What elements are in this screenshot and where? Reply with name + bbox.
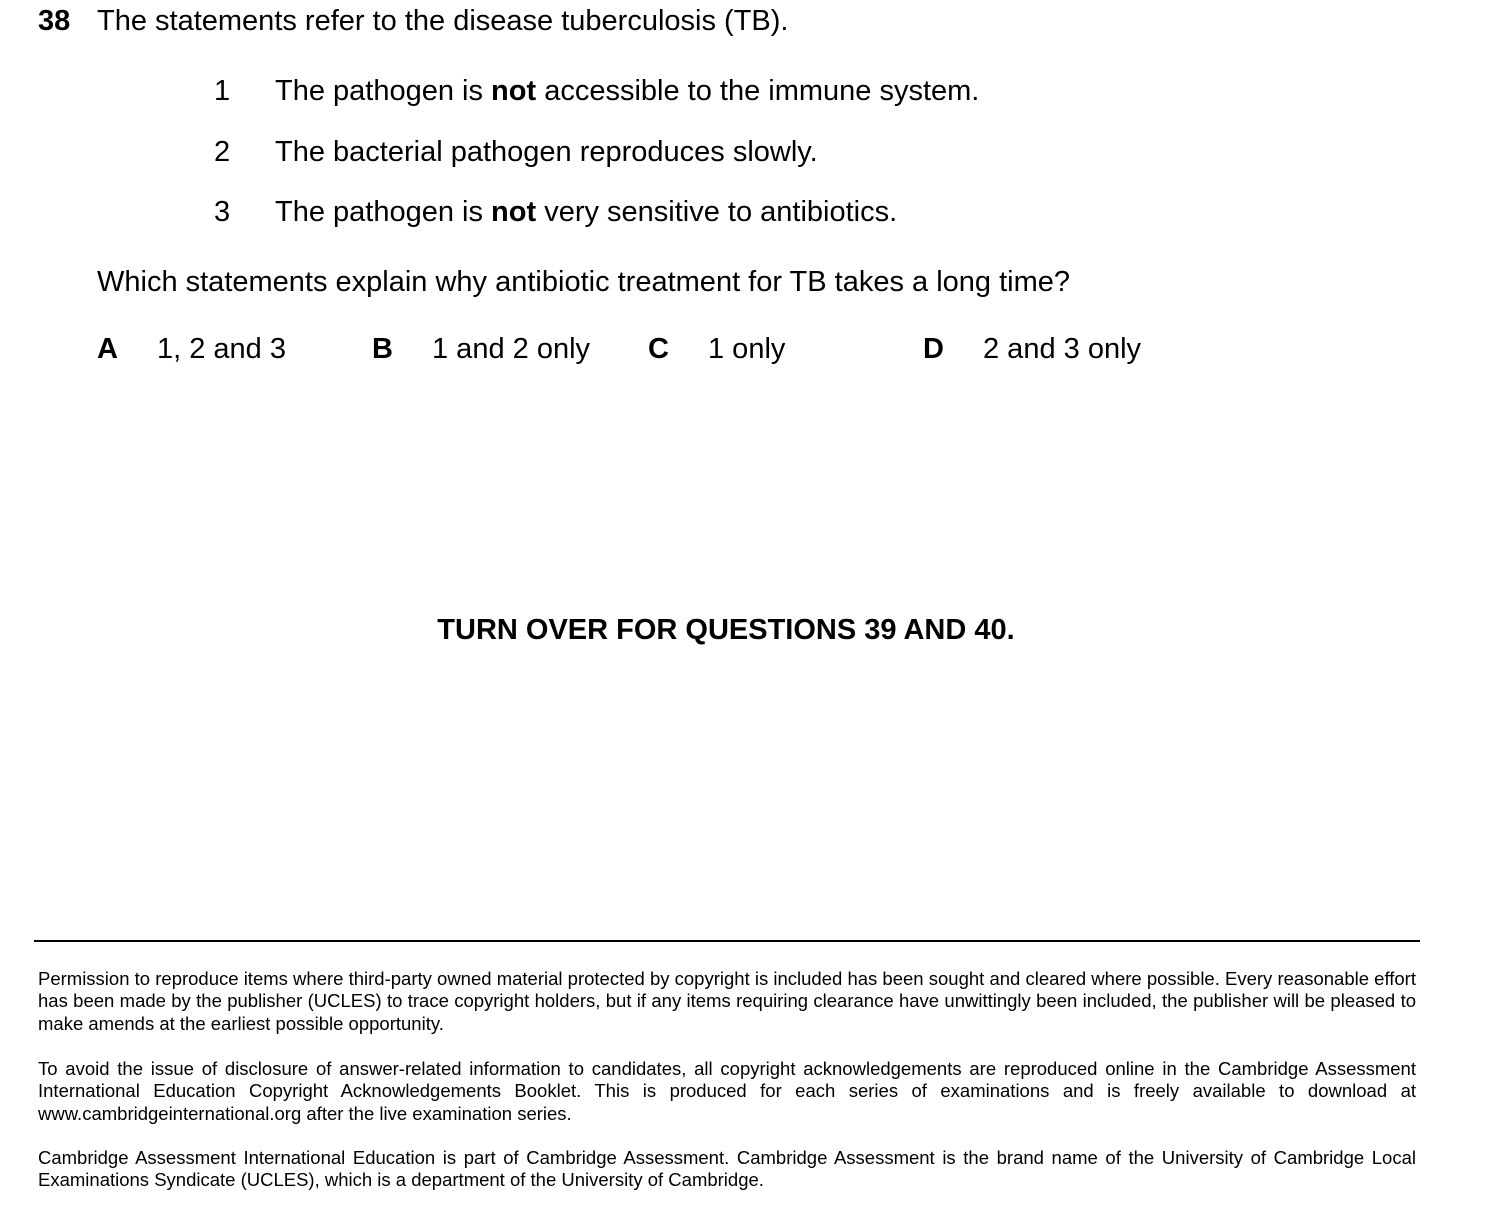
statement-3-number: 3 bbox=[214, 196, 231, 228]
footer-divider bbox=[34, 940, 1420, 942]
option-a-text: 1, 2 and 3 bbox=[157, 333, 286, 365]
option-b-letter: B bbox=[372, 333, 393, 365]
statement-1-text bbox=[275, 75, 979, 108]
footer-cambridge-paragraph: Cambridge Assessment International Education is part of Cambridge Assessment. Cambridge Assessment is the brand name of the University of Cambridge Local Examinations Syndicate (UCLES), which is a department of the University of Cambridge. bbox=[38, 1147, 1416, 1191]
option-c-text: 1 only bbox=[708, 333, 786, 365]
question-number: 38 bbox=[38, 5, 71, 37]
question-prompt: Which statements explain why antibiotic treatment for TB takes a long time? bbox=[97, 266, 1071, 298]
option-d-letter: D bbox=[923, 333, 944, 365]
option-d-text: 2 and 3 only bbox=[983, 333, 1142, 365]
statement-2-text: The bacterial pathogen reproduces slowly. bbox=[275, 136, 818, 168]
statement-3-text bbox=[275, 196, 897, 229]
turn-over-notice: TURN OVER FOR QUESTIONS 39 AND 40. bbox=[437, 614, 1015, 646]
statement-1-text-after: accessible to the immune system. bbox=[536, 75, 980, 107]
statement-1-emphasis: not bbox=[491, 75, 537, 107]
option-c-letter: C bbox=[648, 333, 669, 365]
statement-2-number: 2 bbox=[214, 136, 231, 168]
option-a-letter: A bbox=[97, 333, 118, 365]
question-stem: The statements refer to the disease tuberculosis (TB). bbox=[97, 5, 789, 37]
footer-permission-paragraph: Permission to reproduce items where third-party owned material protected by copyright is included has been sought and cleared where possible. Every reasonable effort has been made by the publisher (UCLES) to trace copyright holders, but if any items requiring clearance have unwittingly been included, the publisher will be pleased to make amends at the earliest possible opportunity. bbox=[38, 968, 1416, 1034]
statement-1-number: 1 bbox=[214, 75, 231, 107]
statement-1-text-before: The pathogen is bbox=[275, 75, 492, 107]
statement-3-text-before: The pathogen is bbox=[275, 196, 492, 228]
statement-3-emphasis: not bbox=[491, 196, 537, 228]
footer-acknowledgements-paragraph: To avoid the issue of disclosure of answer-related information to candidates, all copyright acknowledgements are reproduced online in the Cambridge Assessment International Education Copyright Acknowledgements Booklet. This is produced for each series of examinations and is freely available to download at www.cambridgeinternational.org after the live examination series. bbox=[38, 1058, 1416, 1124]
statement-3-text-after: very sensitive to antibiotics. bbox=[536, 196, 898, 228]
option-b-text: 1 and 2 only bbox=[432, 333, 591, 365]
